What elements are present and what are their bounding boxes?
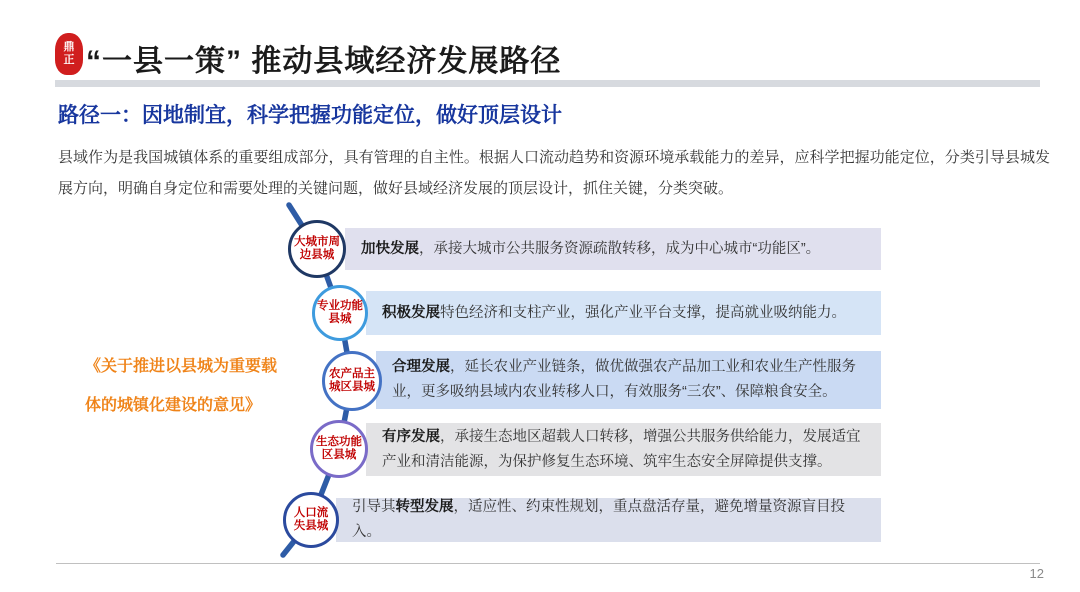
info-box-row3 <box>376 351 881 409</box>
box-keyword: 积极发展 <box>382 304 440 321</box>
box-keyword: 转型发展 <box>395 499 454 515</box>
circle-node-row2 <box>312 285 368 341</box>
circle-label-line2: 边县城 <box>299 249 335 261</box>
info-box-row2 <box>366 291 881 335</box>
circle-node-row3 <box>322 351 382 411</box>
box-keyword: 有序发展 <box>382 428 440 445</box>
section-heading: 路径一：因地制宜，科学把握功能定位，做好顶层设计 <box>58 104 562 127</box>
box-description: ，延长农业产业链条，做优做强农产品加工业和农业生产性服务业，更多吸纳县域内农业转移人口，有效服务“三农”、保障粮食安全。 <box>392 359 856 400</box>
circle-label-line1: 人口流 <box>293 506 329 519</box>
box-description: ，承接生态地区超载人口转移，增强公共服务供给能力，发展适宜产业和清洁能源，为保护修复生态环境、筑牢生态安全屏障提供支撑。 <box>382 428 861 470</box>
circle-label-line2: 城区县城 <box>329 381 375 393</box>
circle-label-line2: 失县城 <box>293 520 329 532</box>
circle-label-line2: 区县城 <box>321 449 357 461</box>
circle-node-row4 <box>310 420 368 478</box>
seal-char-bottom: 正 <box>63 54 75 66</box>
page-number: 12 <box>1029 566 1044 581</box>
box-text <box>382 301 846 326</box>
info-box-row1 <box>345 228 881 270</box>
circle-node-row1 <box>288 220 346 278</box>
footer-divider <box>56 563 1040 564</box>
box-text <box>382 425 873 475</box>
circle-node-row5 <box>283 492 339 548</box>
body-paragraph: 县域作为是我国城镇体系的重要组成部分，具有管理的自主性。根据人口流动趋势和资源环境承载能力的差异，应科学把握功能定位，分类引导县城发展方向，明确自身定位和需要处理的关键问题，做好县域经济发展的顶层设计，抓住关键，分类突破。 <box>58 149 1050 197</box>
box-text <box>392 355 873 405</box>
policy-reference: 《关于推进以县城为重要载体的城镇化建设的意见》 <box>85 358 278 414</box>
box-keyword: 加快发展 <box>361 240 419 257</box>
box-keyword: 合理发展 <box>392 359 450 375</box>
circle-label-line1: 大城市周 <box>294 235 340 248</box>
circle-label-line1: 生态功能 <box>316 435 362 448</box>
box-description: ，承接大城市公共服务资源疏散转移，成为中心城市“功能区”。 <box>419 240 821 257</box>
page-title: “一县一策” 推动县域经济发展路径 <box>86 45 562 78</box>
circle-label-line2: 县城 <box>328 313 352 325</box>
info-box-row4 <box>366 423 881 476</box>
box-description: ，适应性、约束性规划，重点盘活存量，避免增量资源盲目投入。 <box>352 499 845 540</box>
info-box-row5 <box>336 498 881 542</box>
box-text <box>361 237 820 262</box>
box-text: 引导其转型发展，适应性、约束性规划，重点盘活存量，避免增量资源盲目投入。 <box>352 499 845 540</box>
circle-label-line1: 专业功能 <box>317 299 363 312</box>
circle-label-line1: 农产品主 <box>329 367 375 380</box>
box-description: 特色经济和支柱产业，强化产业平台支撑，提高就业吸纳能力。 <box>440 304 846 321</box>
seal-char-top: 鼎 <box>63 41 75 53</box>
